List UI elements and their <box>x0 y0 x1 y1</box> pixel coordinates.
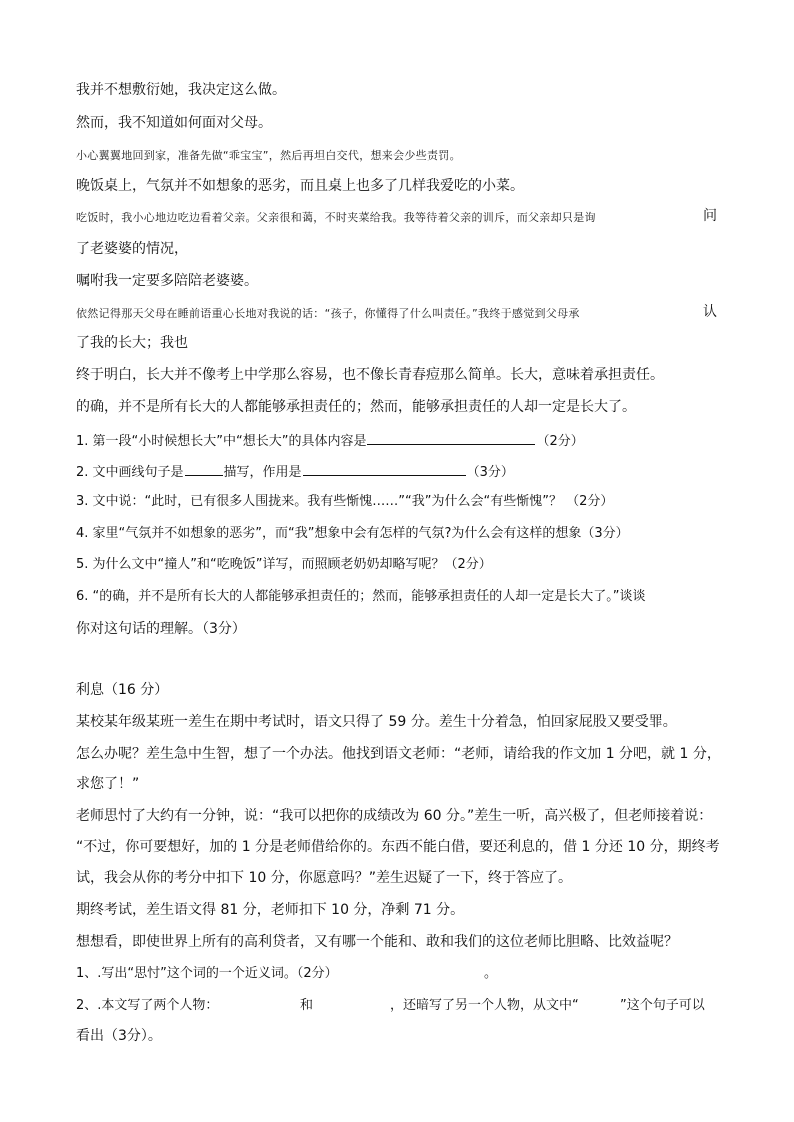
story-paragraph: 试，我会从你的考分中扣下 10 分，你愿意吗？”差生迟疑了一下，终于答应了。 <box>76 870 572 886</box>
question-text: ”这个句子可以 <box>620 998 705 1013</box>
story-paragraph: 老师思忖了大约有一分钟，说：“我可以把你的成绩改为 60 分。”差生一听，高兴极了，但老师接着说： <box>76 808 713 824</box>
question-text: 和 <box>300 998 314 1013</box>
answer-dot: 。 <box>484 966 498 981</box>
question-2-2: 2、.本文写了两个人物： <box>76 998 219 1013</box>
story-paragraph: 某校某年级某班一差生在期中考试时，语文只得了 59 分。差生十分着急，怕回家屁股又要受罪。 <box>76 714 677 730</box>
question-3: 3. 文中说：“此时，已有很多人围拢来。我有些惭愧……”“我”为什么会“有些惭愧”？ （2分） <box>76 494 614 509</box>
story-paragraph: 依然记得那天父母在睡前语重心长地对我说的话：“孩子，你懂得了什么叫责任。”我终于感觉到父母承 <box>76 307 580 320</box>
story-text: 吃饭时，我小心地边吃边看着父亲。父亲很和蔼，不时夹菜给我。我等待着父亲的训斥，而父亲却只是询 <box>76 211 596 224</box>
question-2-2-continued: 看出（3分）。 <box>76 1028 162 1044</box>
story-paragraph: 想想看，即使世界上所有的高利贷者，又有哪一个能和、敢和我们的这位老师比胆略、比效益呢？ <box>76 934 678 950</box>
question-text: 1. 第一段“小时候想长大”中“想长大”的具体内容是 <box>76 434 367 449</box>
question-text: ，还暗写了另一个人物，从文中“ <box>390 998 579 1013</box>
question-6: 6. “的确，并不是所有长大的人都能够承担责任的；然而，能够承担责任的人却一定是长大了。”谈谈 <box>76 589 646 604</box>
section-title: 利息（16 分） <box>76 682 169 698</box>
story-paragraph: 怎么办呢？差生急中生智，想了一个办法。他找到语文老师：“老师，请给我的作文加 1 分吧，就 1 分， <box>76 746 721 762</box>
question-score: （3分） <box>466 465 514 480</box>
story-paragraph: 了我的长大；我也 <box>76 335 188 351</box>
story-paragraph: 小心翼翼地回到家，准备先做“乖宝宝”，然后再坦白交代，想来会少些责罚。 <box>76 149 461 162</box>
question-2 <box>76 461 514 482</box>
answer-blank[interactable] <box>185 461 223 476</box>
story-paragraph: 终于明白，长大并不像考上中学那么容易，也不像长青春痘那么简单。长大，意味着承担责任。 <box>76 367 664 383</box>
story-paragraph: 求您了！” <box>76 776 140 792</box>
answer-blank[interactable] <box>303 461 466 476</box>
story-paragraph: 然而，我不知道如何面对父母。 <box>76 115 272 131</box>
story-paragraph: 晚饭桌上，气氛并不如想象的恶劣，而且桌上也多了几样我爱吃的小菜。 <box>76 178 524 194</box>
question-1 <box>76 430 584 451</box>
question-2-1: 1、.写出“思忖”这个词的一个近义词。（2分） <box>76 966 338 981</box>
story-paragraph: “不过，你可要想好，加的 1 分是老师借给你的。东西不能白借，要还利息的，借 1 分还 10 分，期终考 <box>76 839 720 855</box>
story-paragraph <box>76 209 596 227</box>
question-5: 5. 为什么文中“撞人”和“吃晚饭”详写，而照顾老奶奶却略写呢？（2分） <box>76 557 492 572</box>
story-paragraph: 了老婆婆的情况， <box>76 241 188 257</box>
question-4: 4. 家里“气氛并不如想象的恶劣”，而“我”想象中会有怎样的气氛?为什么会有这样的想象（3分） <box>76 526 629 541</box>
story-paragraph: 我并不想敷衍她，我决定这么做。 <box>76 82 286 98</box>
question-6-continued: 你对这句话的理解。（3分） <box>76 621 246 637</box>
story-text: 认 <box>703 304 717 320</box>
story-paragraph: 期终考试，差生语文得 81 分，老师扣下 10 分，净剩 71 分。 <box>76 902 465 918</box>
answer-blank[interactable] <box>367 430 535 445</box>
question-text: 描写，作用是 <box>223 465 302 480</box>
story-paragraph: 的确，并不是所有长大的人都能够承担责任的；然而，能够承担责任的人却一定是长大了。 <box>76 399 636 415</box>
story-paragraph: 嘱咐我一定要多陪陪老婆婆。 <box>76 273 258 289</box>
question-text: 2. 文中画线句子是 <box>76 465 184 480</box>
question-score: （2分） <box>536 434 584 449</box>
story-text: 问 <box>703 208 717 224</box>
